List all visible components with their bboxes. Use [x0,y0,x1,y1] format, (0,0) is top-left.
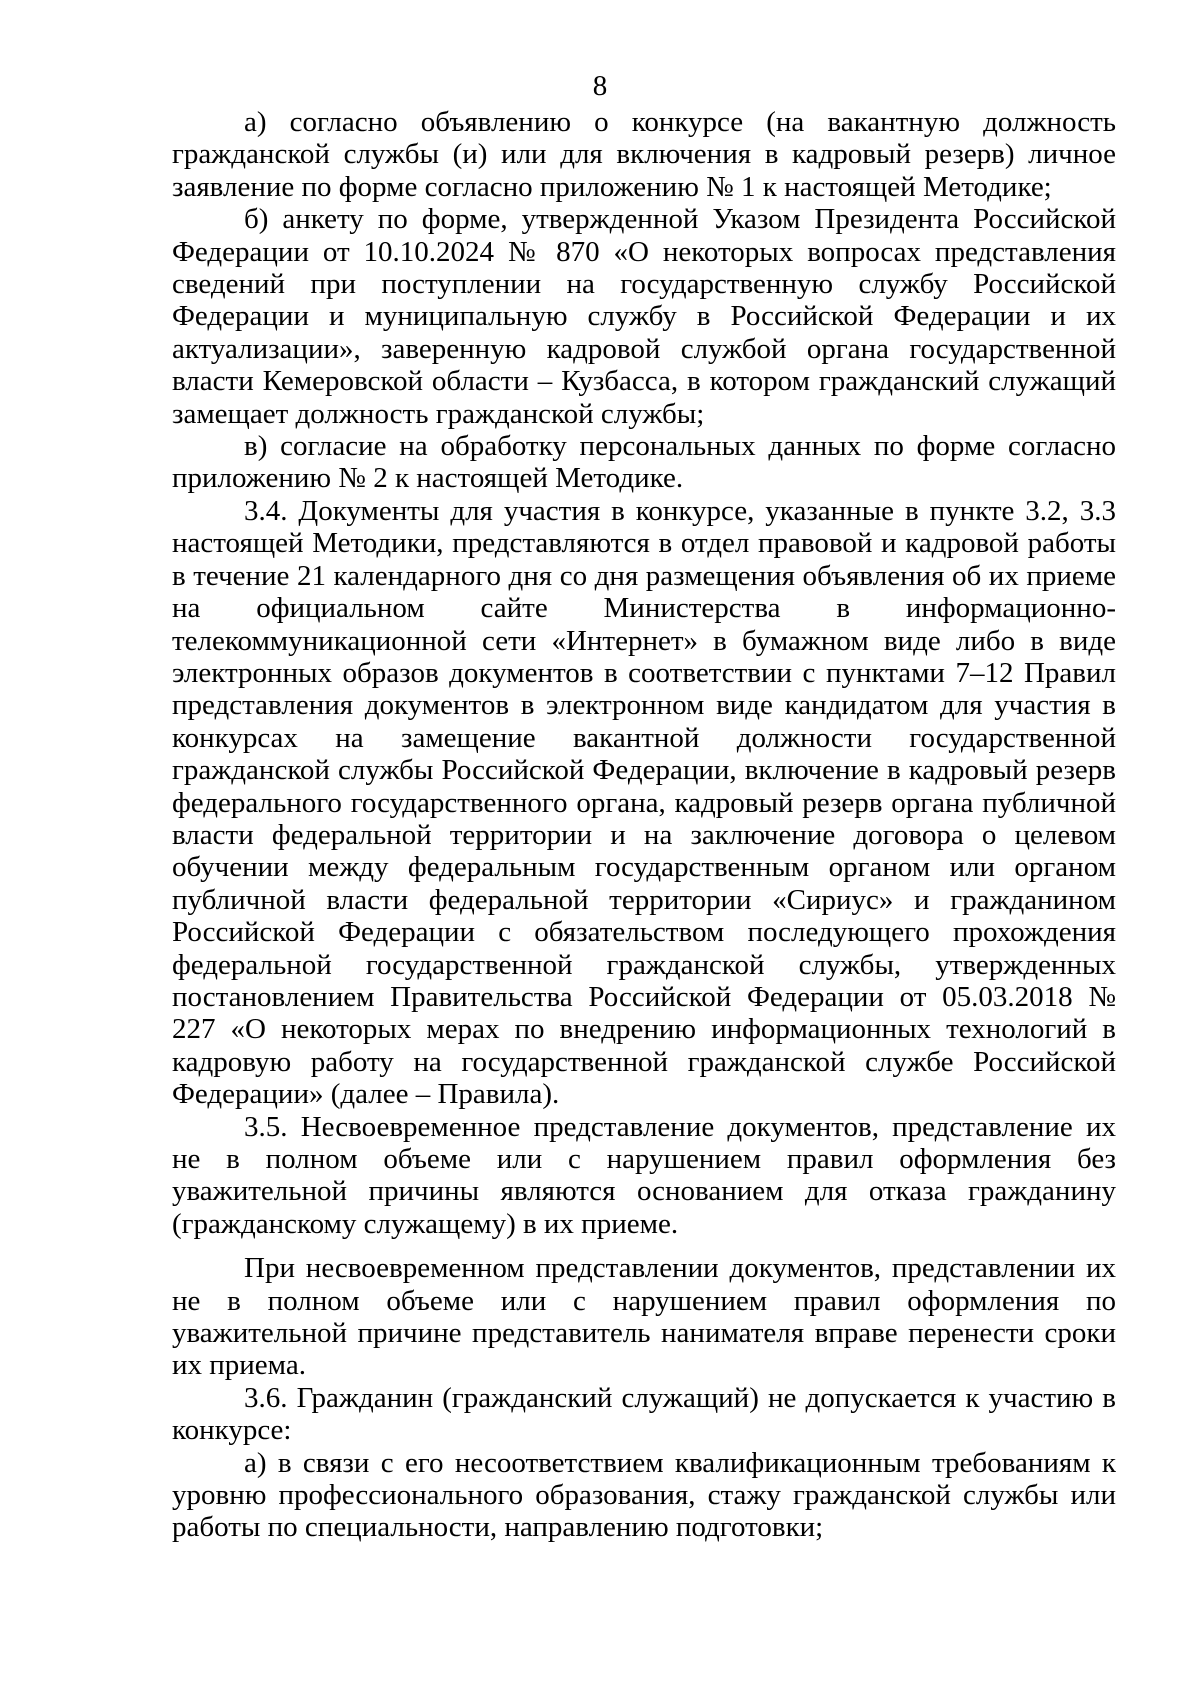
paragraph-3-6-a: а) в связи с его несоответствием квалификационным требованиям к уровню профессионального образования, стажу гражданской службы или работы по специальности, направлению подготовки; [172,1446,1116,1544]
document-body [172,106,1116,1544]
paragraph-3-4: 3.4. Документы для участия в конкурсе, указанные в пункте 3.2, 3.3 настоящей Методики, представляются в отдел правовой и кадровой работы в течение 21 календарного дня со дня размещения объявления об их приеме на официальном сайте Министерства в информационно-телекоммуникационной сети «Интернет» в бумажном виде либо в виде электронных образов документов в соответствии с пунктами 7–12 Правил представления документов в электронном виде кандидатом для участия в конкурсах на замещение вакантной должности государственной гражданской службы Российской Федерации, включение в кадровый резерв федерального государственного органа, кадровый резерв органа публичной власти федеральной территории и на заключение договора о целевом обучении между федеральным государственным органом или органом публичной власти федеральной территории «Сириус» и гражданином Российской Федерации с обязательством последующего прохождения федеральной государственной гражданской службы, утвержденных постановлением Правительства Российской Федерации от 05.03.2018 № 227 «О некоторых мерах по внедрению информационных технологий в кадровую работу на государственной гражданской службе Российской Федерации» (далее – Правила). [172,494,1116,1111]
paragraph-3-3-a: а) согласно объявлению о конкурсе (на вакантную должность гражданской службы (и) или для включения в кадровый резерв) личное заявление по форме согласно приложению № 1 к настоящей Методике; [172,106,1116,203]
paragraph-3-3-v: в) согласие на обработку персональных данных по форме согласно приложению № 2 к настоящей Методике. [172,430,1116,495]
paragraph-3-3-b: б) анкету по форме, утвержденной Указом Президента Российской Федерации от 10.10.2024 № 870 «О некоторых вопросах представления сведений при поступлении на государственную службу Российской Федерации и муниципальную службу в Российской Федерации и их актуализации», заверенную кадровой службой органа государственной власти Кемеровской области – Кузбасса, в котором гражданский служащий замещает должность гражданской службы; [172,203,1116,430]
paragraph-3-5: 3.5. Несвоевременное представление документов, представление их не в полном объеме или с нарушением правил оформления без уважительной причины являются основанием для отказа гражданину (гражданскому служащему) в их приеме. [172,1110,1116,1240]
paragraph-3-5-continued: При несвоевременном представлении документов, представлении их не в полном объеме или с нарушением правил оформления по уважительной причине представитель нанимателя вправе перенести сроки их приема. [172,1252,1116,1382]
paragraph-3-6: 3.6. Гражданин (гражданский служащий) не допускается к участию в конкурсе: [172,1381,1116,1447]
page-number: 8 [592,70,608,102]
